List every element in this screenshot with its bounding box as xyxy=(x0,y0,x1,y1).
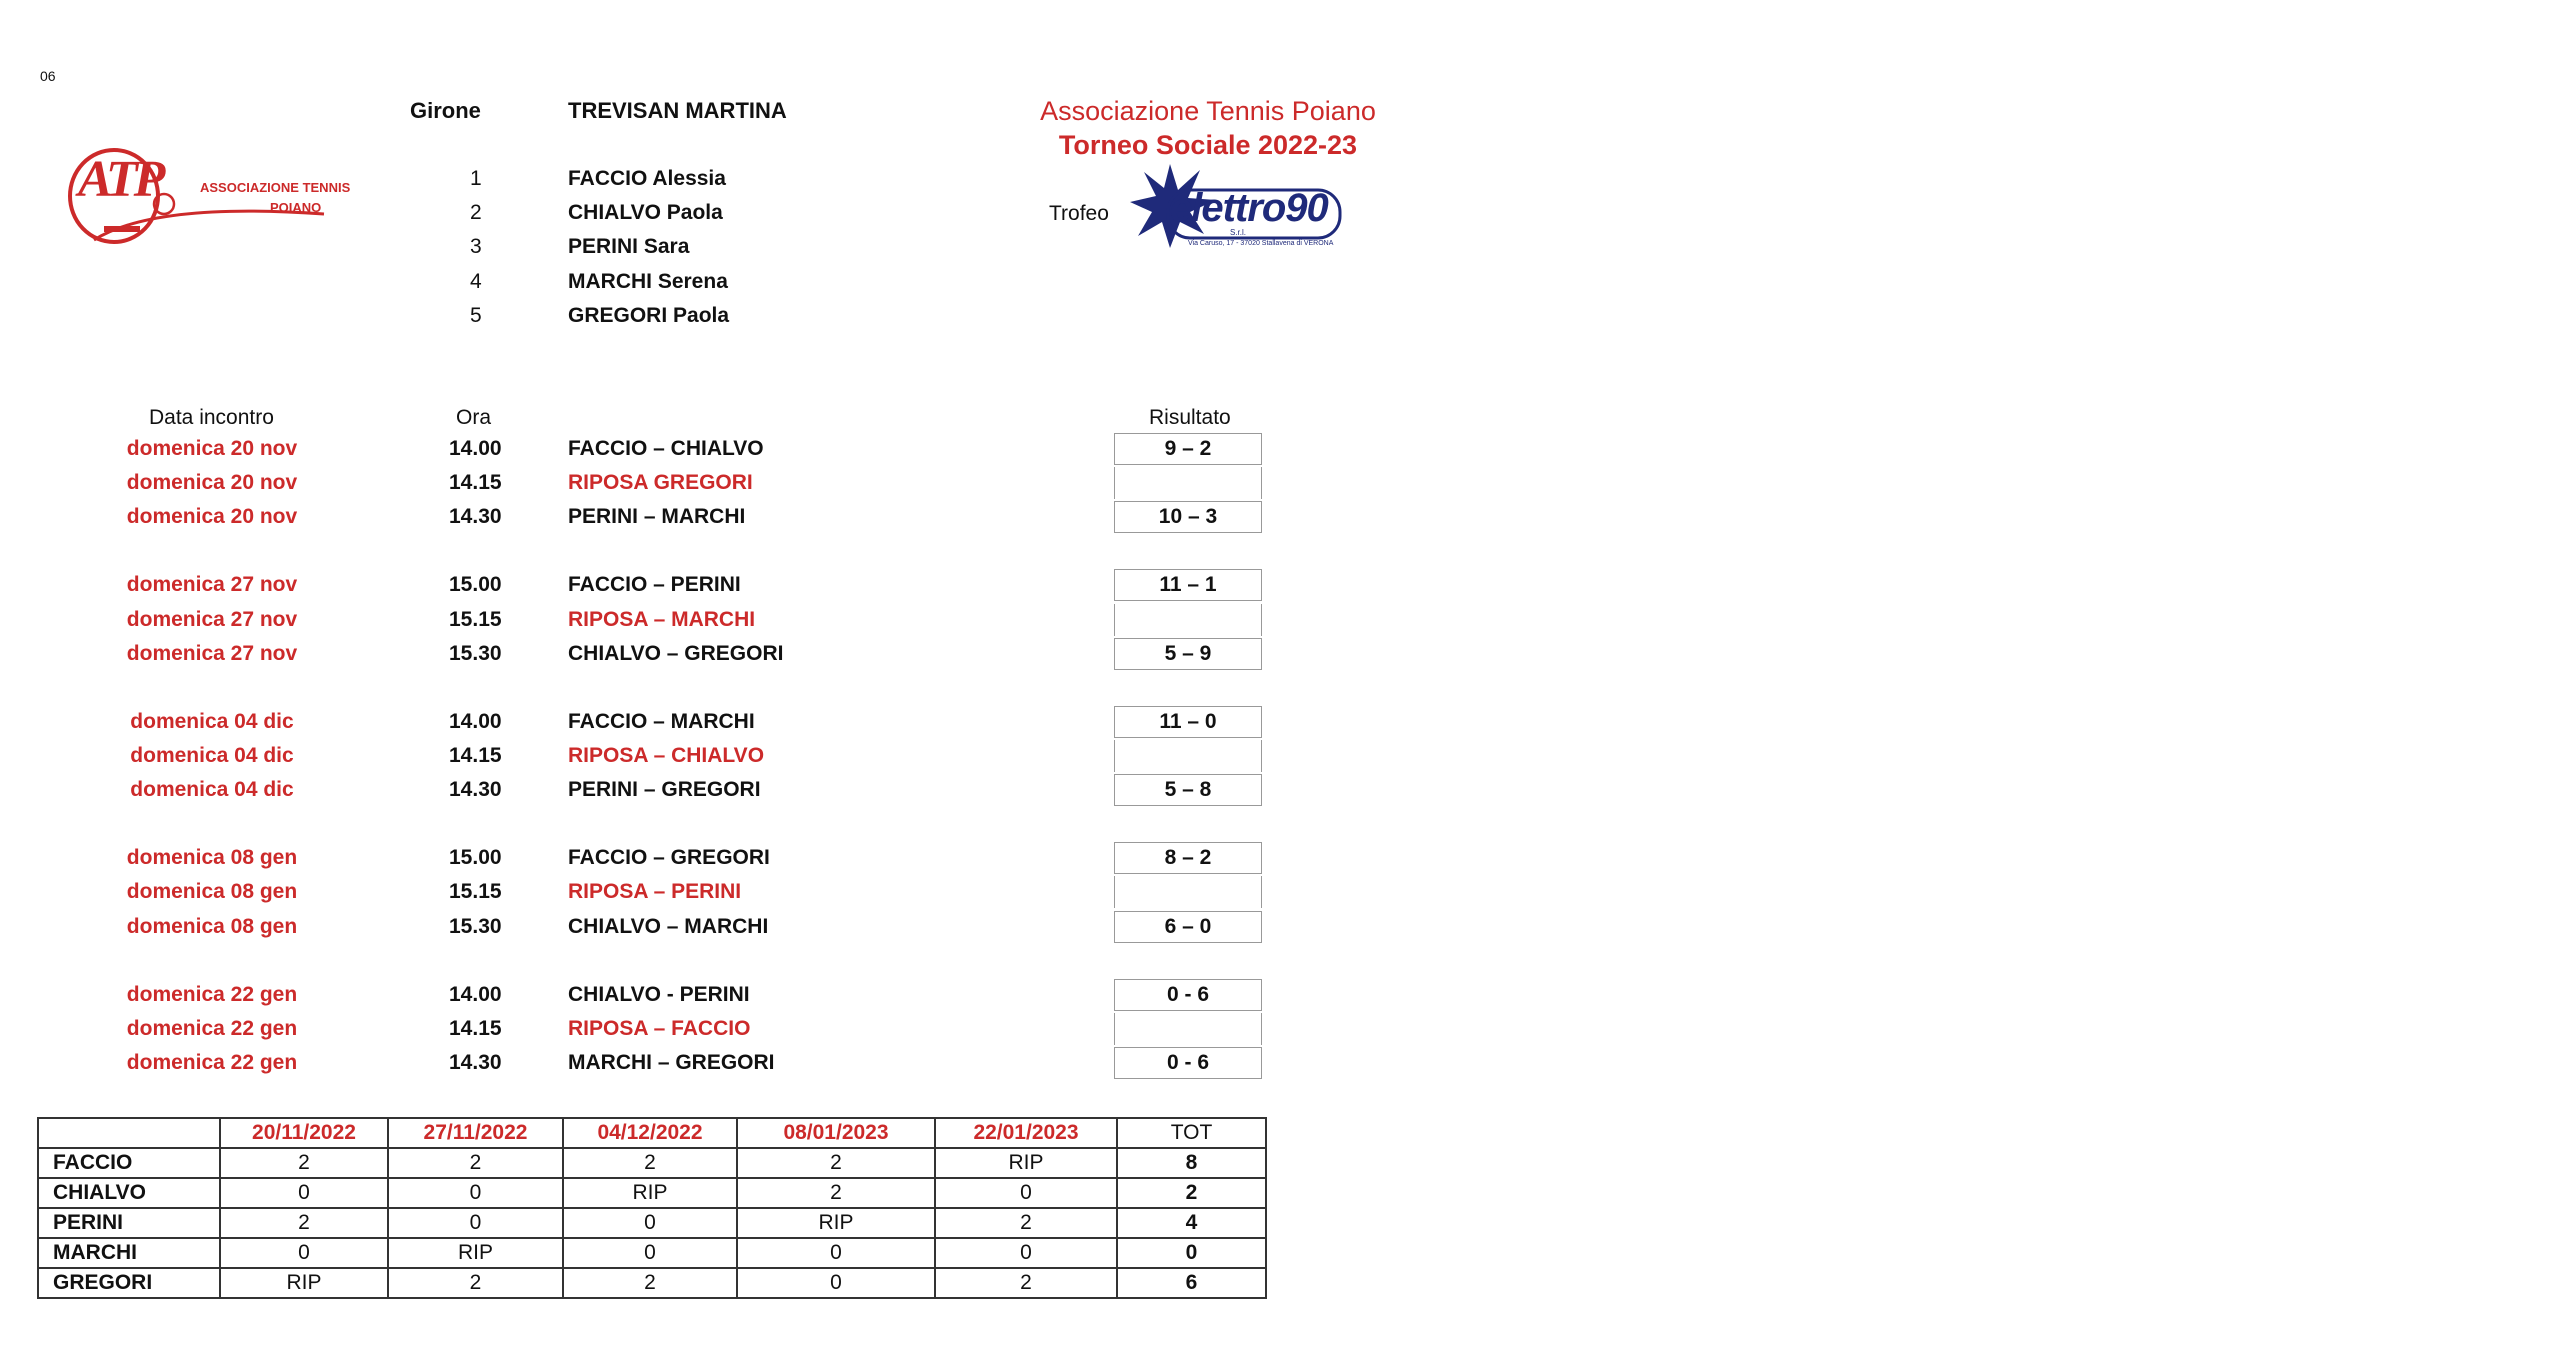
match-time: 15.30 xyxy=(449,641,502,665)
match-date: domenica 20 nov xyxy=(126,437,298,460)
match-time: 15.15 xyxy=(449,607,502,631)
standings-header-date: 04/12/2022 xyxy=(563,1118,737,1148)
match-time: 15.30 xyxy=(449,914,502,938)
standings-cell: 2 xyxy=(935,1208,1117,1238)
match-pairing: PERINI – MARCHI xyxy=(568,505,746,529)
standings-cell: 2 xyxy=(220,1148,388,1178)
page-number: 06 xyxy=(40,68,56,84)
player-name: CHIALVO Paola xyxy=(568,201,723,224)
standings-cell: 2 xyxy=(737,1148,935,1178)
standings-cell: 2 xyxy=(388,1268,563,1298)
standings-header-tot: TOT xyxy=(1117,1118,1266,1148)
match-time: 14.15 xyxy=(449,744,502,767)
standings-total: 0 xyxy=(1117,1238,1266,1268)
match-date: domenica 22 gen xyxy=(126,1051,298,1074)
standings-player: PERINI xyxy=(38,1208,220,1238)
player-name: FACCIO Alessia xyxy=(568,167,726,190)
player-num: 5 xyxy=(470,304,482,327)
match-date: domenica 27 nov xyxy=(126,573,298,597)
match-date: domenica 08 gen xyxy=(126,880,298,904)
sponsor-name: elettro90 xyxy=(1170,186,1328,230)
result-box: 10 – 3 xyxy=(1114,501,1262,533)
sponsor-address: Via Caruso, 17 - 37020 Stallavena di VERONA xyxy=(1188,240,1334,247)
standings-corner xyxy=(38,1118,220,1148)
standings-cell: 2 xyxy=(737,1178,935,1208)
rest-label: RIPOSA – CHIALVO xyxy=(568,744,765,767)
girone-name: TREVISAN MARTINA xyxy=(568,98,787,123)
player-num: 2 xyxy=(470,201,482,224)
standings-player: MARCHI xyxy=(38,1238,220,1268)
result-box: 9 – 2 xyxy=(1114,433,1262,465)
standings-header-date: 22/01/2023 xyxy=(935,1118,1117,1148)
result-box: 0 - 6 xyxy=(1114,1047,1262,1079)
tournament-title: Torneo Sociale 2022-23 xyxy=(1058,130,1358,160)
standings-cell: 0 xyxy=(737,1238,935,1268)
match-time: 14.00 xyxy=(449,982,502,1006)
girone-label: Girone xyxy=(410,98,481,123)
match-pairing: CHIALVO – MARCHI xyxy=(568,914,769,938)
rest-label: RIPOSA – MARCHI xyxy=(568,607,756,631)
match-date: domenica 08 gen xyxy=(126,846,298,870)
standings-player: FACCIO xyxy=(38,1148,220,1178)
standings-cell: 0 xyxy=(737,1268,935,1298)
club-logo xyxy=(64,142,351,254)
match-date: domenica 27 nov xyxy=(126,607,298,631)
rest-label: RIPOSA – PERINI xyxy=(568,880,742,904)
standings-cell: 0 xyxy=(388,1208,563,1238)
club-title: Associazione Tennis Poiano xyxy=(1040,96,1376,126)
match-pairing: PERINI – GREGORI xyxy=(568,778,761,802)
match-date: domenica 22 gen xyxy=(126,982,298,1006)
standings-cell: 0 xyxy=(220,1238,388,1268)
standings-cell: 2 xyxy=(220,1208,388,1238)
result-box xyxy=(1114,467,1262,499)
standings-cell: 0 xyxy=(388,1178,563,1208)
player-name: GREGORI Paola xyxy=(568,304,730,327)
standings-cell: 2 xyxy=(563,1148,737,1178)
match-date: domenica 22 gen xyxy=(126,1016,298,1040)
standings-table xyxy=(37,1117,1267,1299)
match-pairing: FACCIO – GREGORI xyxy=(568,846,770,870)
match-time: 14.00 xyxy=(449,709,502,733)
standings-player: GREGORI xyxy=(38,1268,220,1298)
standings-cell: RIP xyxy=(737,1208,935,1238)
standings-header-date: 20/11/2022 xyxy=(220,1118,388,1148)
standings-header-date: 27/11/2022 xyxy=(388,1118,563,1148)
standings-cell: 0 xyxy=(220,1178,388,1208)
result-box: 11 – 1 xyxy=(1114,569,1262,601)
table-row xyxy=(38,1238,1266,1268)
standings-total: 6 xyxy=(1117,1268,1266,1298)
standings-total: 2 xyxy=(1117,1178,1266,1208)
col-header-time: Ora xyxy=(456,406,492,429)
sponsor-srl: S.r.l. xyxy=(1230,228,1247,237)
standings-cell: RIP xyxy=(935,1148,1117,1178)
standings-cell: 0 xyxy=(935,1238,1117,1268)
standings-cell: 0 xyxy=(935,1178,1117,1208)
result-box xyxy=(1114,740,1262,772)
match-time: 14.15 xyxy=(449,471,502,495)
match-date: domenica 20 nov xyxy=(126,505,298,529)
col-header-result: Risultato xyxy=(1149,406,1231,429)
standings-header-date: 08/01/2023 xyxy=(737,1118,935,1148)
match-time: 15.00 xyxy=(449,846,502,870)
table-row xyxy=(38,1208,1266,1238)
standings-cell: RIP xyxy=(563,1178,737,1208)
standings-cell: 2 xyxy=(935,1268,1117,1298)
col-header-date: Data incontro xyxy=(149,406,274,429)
match-date: domenica 04 dic xyxy=(130,709,294,733)
match-date: domenica 27 nov xyxy=(126,641,298,665)
table-row xyxy=(38,1178,1266,1208)
club-logo-line1: ASSOCIAZIONE TENNIS xyxy=(200,180,351,195)
result-box: 0 - 6 xyxy=(1114,979,1262,1011)
match-pairing: FACCIO – MARCHI xyxy=(568,709,755,733)
player-name: MARCHI Serena xyxy=(568,270,728,293)
match-pairing: FACCIO – PERINI xyxy=(568,573,741,597)
standings-cell: 2 xyxy=(563,1268,737,1298)
standings-header-row xyxy=(38,1118,1266,1148)
standings-player: CHIALVO xyxy=(38,1178,220,1208)
result-box: 5 – 9 xyxy=(1114,638,1262,670)
rest-label: RIPOSA – FACCIO xyxy=(568,1016,751,1040)
result-box: 8 – 2 xyxy=(1114,842,1262,874)
match-date: domenica 08 gen xyxy=(126,914,298,938)
result-box xyxy=(1114,604,1262,636)
standings-cell: 0 xyxy=(563,1208,737,1238)
standings-total: 4 xyxy=(1117,1208,1266,1238)
match-time: 14.30 xyxy=(449,778,502,802)
club-logo-line2: POIANO xyxy=(270,200,322,215)
standings-cell: 2 xyxy=(388,1148,563,1178)
result-box xyxy=(1114,1013,1262,1045)
match-date: domenica 20 nov xyxy=(126,471,298,495)
match-date: domenica 04 dic xyxy=(130,744,294,767)
match-pairing: CHIALVO – GREGORI xyxy=(568,641,784,665)
player-num: 3 xyxy=(470,235,482,258)
result-box xyxy=(1114,876,1262,908)
match-pairing: CHIALVO - PERINI xyxy=(568,982,750,1006)
result-box: 6 – 0 xyxy=(1114,911,1262,943)
result-box: 5 – 8 xyxy=(1114,774,1262,806)
match-time: 14.30 xyxy=(449,1051,502,1074)
trofeo-label: Trofeo xyxy=(1049,202,1109,225)
match-pairing: FACCIO – CHIALVO xyxy=(568,437,764,460)
match-pairing: MARCHI – GREGORI xyxy=(568,1051,775,1074)
standings-total: 8 xyxy=(1117,1148,1266,1178)
match-time: 15.15 xyxy=(449,880,502,904)
table-row xyxy=(38,1148,1266,1178)
rest-label: RIPOSA GREGORI xyxy=(568,471,753,495)
club-logo-letters: ATP xyxy=(78,151,162,208)
result-box: 11 – 0 xyxy=(1114,706,1262,738)
match-date: domenica 04 dic xyxy=(130,778,294,802)
sponsor-logo xyxy=(1130,160,1350,252)
player-name: PERINI Sara xyxy=(568,235,690,258)
standings-cell: RIP xyxy=(388,1238,563,1268)
match-time: 14.30 xyxy=(449,505,502,529)
player-num: 1 xyxy=(470,167,482,190)
standings-cell: RIP xyxy=(220,1268,388,1298)
match-time: 15.00 xyxy=(449,573,502,597)
player-num: 4 xyxy=(470,270,482,293)
table-row xyxy=(38,1268,1266,1298)
standings-cell: 0 xyxy=(563,1238,737,1268)
match-time: 14.15 xyxy=(449,1016,502,1040)
match-time: 14.00 xyxy=(449,437,502,460)
